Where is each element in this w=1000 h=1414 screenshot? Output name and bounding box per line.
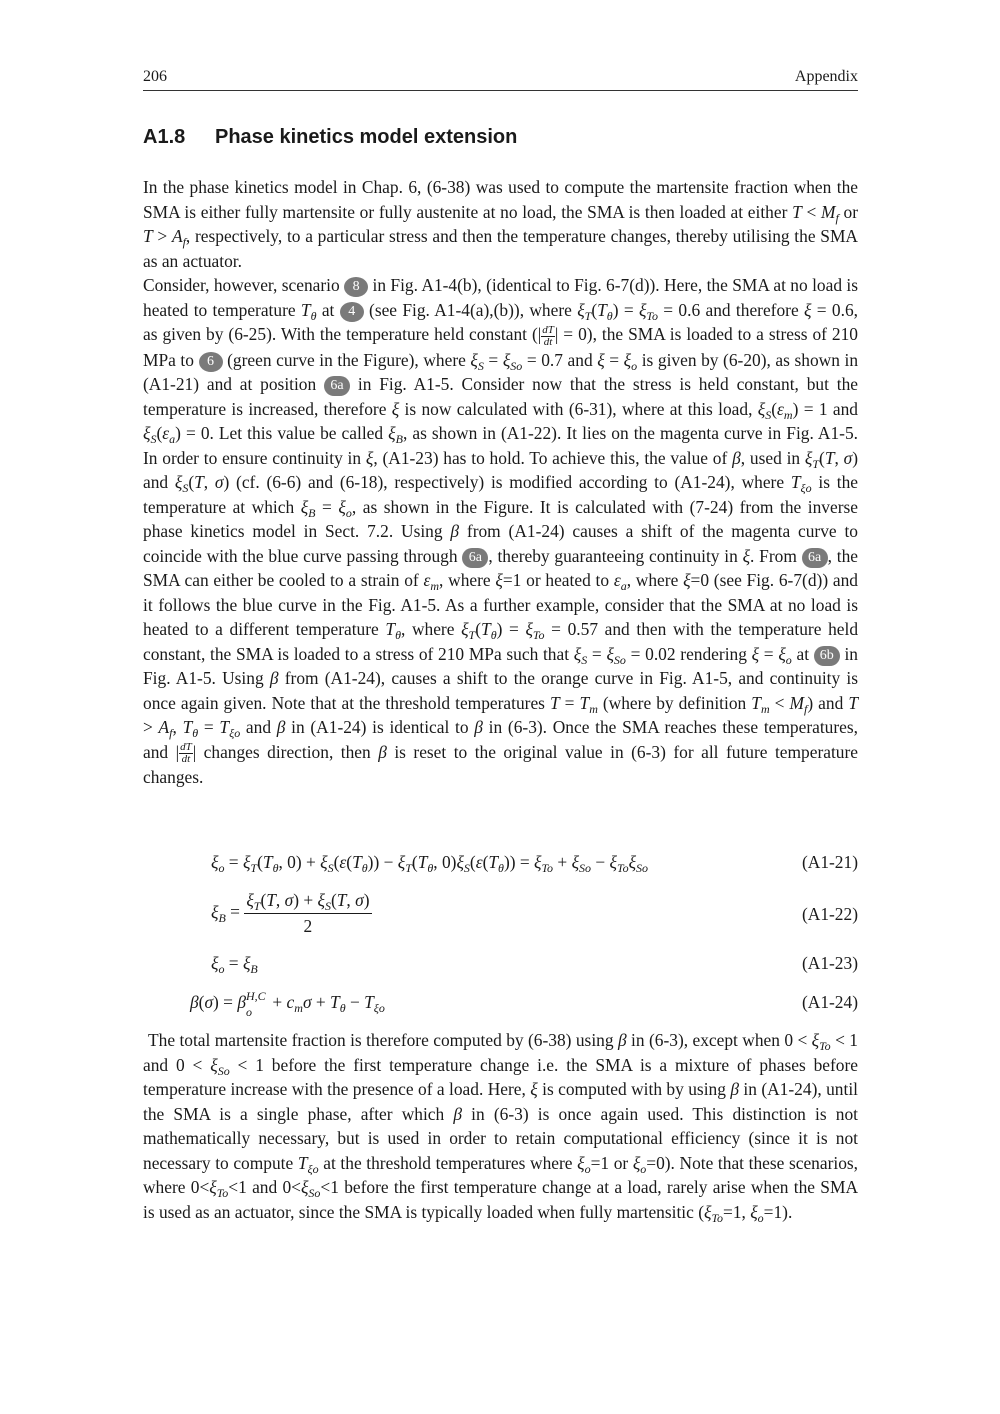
marker-badge: 4 (340, 302, 364, 322)
fraction-denominator: 2 (303, 916, 313, 936)
marker-badge: 8 (344, 277, 368, 297)
equation-number: (A1-22) (801, 904, 858, 924)
page-number: 206 (143, 68, 167, 85)
section-title: Phase kinetics model extension (215, 126, 518, 148)
marker-badge: 6b (814, 646, 840, 666)
marker-badge: 6a (462, 548, 488, 568)
section-heading (143, 126, 517, 149)
body-text-1 (143, 175, 858, 790)
running-title: Appendix (794, 68, 858, 85)
paragraph: Consider, however, scenario 8 in Fig. A1-4(b), (identical to Fig. 6-7(d)). Here, the SMA at no load is heated to temperature $T_\theta$ at 4 (see Fig. A1-4(a),(b)), where $\xi_T(T_\theta) = \xi_{To} = 0.6$ and therefore ξ = 0.6, as given by (6-25). With the temperature held constant (| $\frac{dT}{dt}$ | = 0), the SMA is loaded to a stress of 210 MPa to 6 (green curve in the Figure), where $\xi_S = \xi_{So} = 0.7$ and $\xi = \xi_o$ is given by (6-20), as shown in (A1-21) and at position 6a in Fig. A1-5. Consider now that the stress is held constant, but the temperature is increased, therefore ξ is now calculated with (6-31), where at this load, $\xi_S(\varepsilon_m) = 1$ and $\xi_S(\varepsilon_a) = 0$. Let this value be called $\xi_B$, as shown in (A1-22). It lies on the magenta curve in Fig. A1-5. In order to ensure continuity in ξ, (A1-23) has to hold. To achieve this, the value of β, used in $\xi_T(T$, σ) and $\xi_S(T$, σ) (cf. (6-6) and (6-18), respectively) is modified according to (A1-24), where $T_{\xi o}$ is the temperature at which $\xi_B = \xi_o$, as shown in the Figure. It is calculated with (7-24) from the inverse phase kinetics model in Sect. 7.2. Using β from (A1-24) causes a shift of the magenta curve to coincide with the blue curve passing through 6a , thereby guaranteeing continuity in ξ. From 6a , the SMA can either be cooled to a strain of $\varepsilon_m$, where ξ=1 or heated to $\varepsilon_a$, where ξ=0 (see Fig. 6-7(d)) and it follows the blue curve in the Fig. A1-5. As a further example, consider that the SMA at no load is heated to a different temperature $T_\theta$, where $\xi_T(T_\theta) = \xi_{To} = 0.57$ and then with the temperature held constant, the SMA is loaded to a stress of 210 MPa such that $\xi_S = \xi_{So} = 0.02$ rendering $\xi = \xi_o$ at 6b in Fig. A1-5. Using β from (A1-24), causes a shift to the orange curve in Fig. A1-5, and continuity is once again given. Note that at the threshold temperatures $T = T_m$ (where by definition $T_m < M_f$) and $T > A_f$, $T_\theta = T_{\xi o}$ and β in (A1-24) is identical to β in (6-3). Once the SMA reaches these temperatures, and | $\frac{dT}{dt}$ | changes direction, then β is reset to the original value in (6-3) for all future temperature changes. (143, 275, 859, 787)
marker-badge: 6 (199, 352, 223, 372)
equation-number: (A1-21) (801, 852, 858, 872)
page-header (143, 68, 858, 91)
body-text-2 (143, 1028, 858, 1224)
marker-badge: 6a (324, 376, 350, 396)
equation-number: (A1-24) (801, 992, 858, 1012)
paragraph: In the phase kinetics model in Chap. 6, (6-38) was used to compute the martensite fraction when the SMA is either fully martensite or fully austenite at no load, the SMA is then loaded at either $T < M_f$ or $T > A_f$, respectively, to a particular stress and then the temperature changes, thereby utilising the SMA as an actuator. (143, 177, 858, 271)
section-number: A1.8 (143, 126, 186, 148)
equation-number: (A1-23) (801, 953, 858, 973)
paragraph: The total martensite fraction is therefore computed by (6-38) using β in (6-3), except when $0 < \xi_{To} < 1$ and $0 < \xi_{So} < 1$ before the first temperature change i.e. the SMA is a mixture of phases before temperature increase with the presence of a load. Here, ξ is computed with by using β in (A1-24), until the SMA is a single phase, after which β in (6-3) is once again used. This distinction is not mathematically necessary, but is used in order to retain computational efficiency (since it is not necessary to compute $T_{\xi o}$ at the threshold temperatures where $\xi_o=1$ or $\xi_o=0$). Note that these scenarios, where $0<\xi_{To}<1$ and $0<\xi_{So}<1$ before the first temperature change at a load, rarely arise when the SMA is used as an actuator, since the SMA is typically loaded when fully martensitic ($\xi_{To}=1$, $\xi_o=1$). (143, 1030, 859, 1225)
marker-badge: 6a (802, 548, 828, 568)
